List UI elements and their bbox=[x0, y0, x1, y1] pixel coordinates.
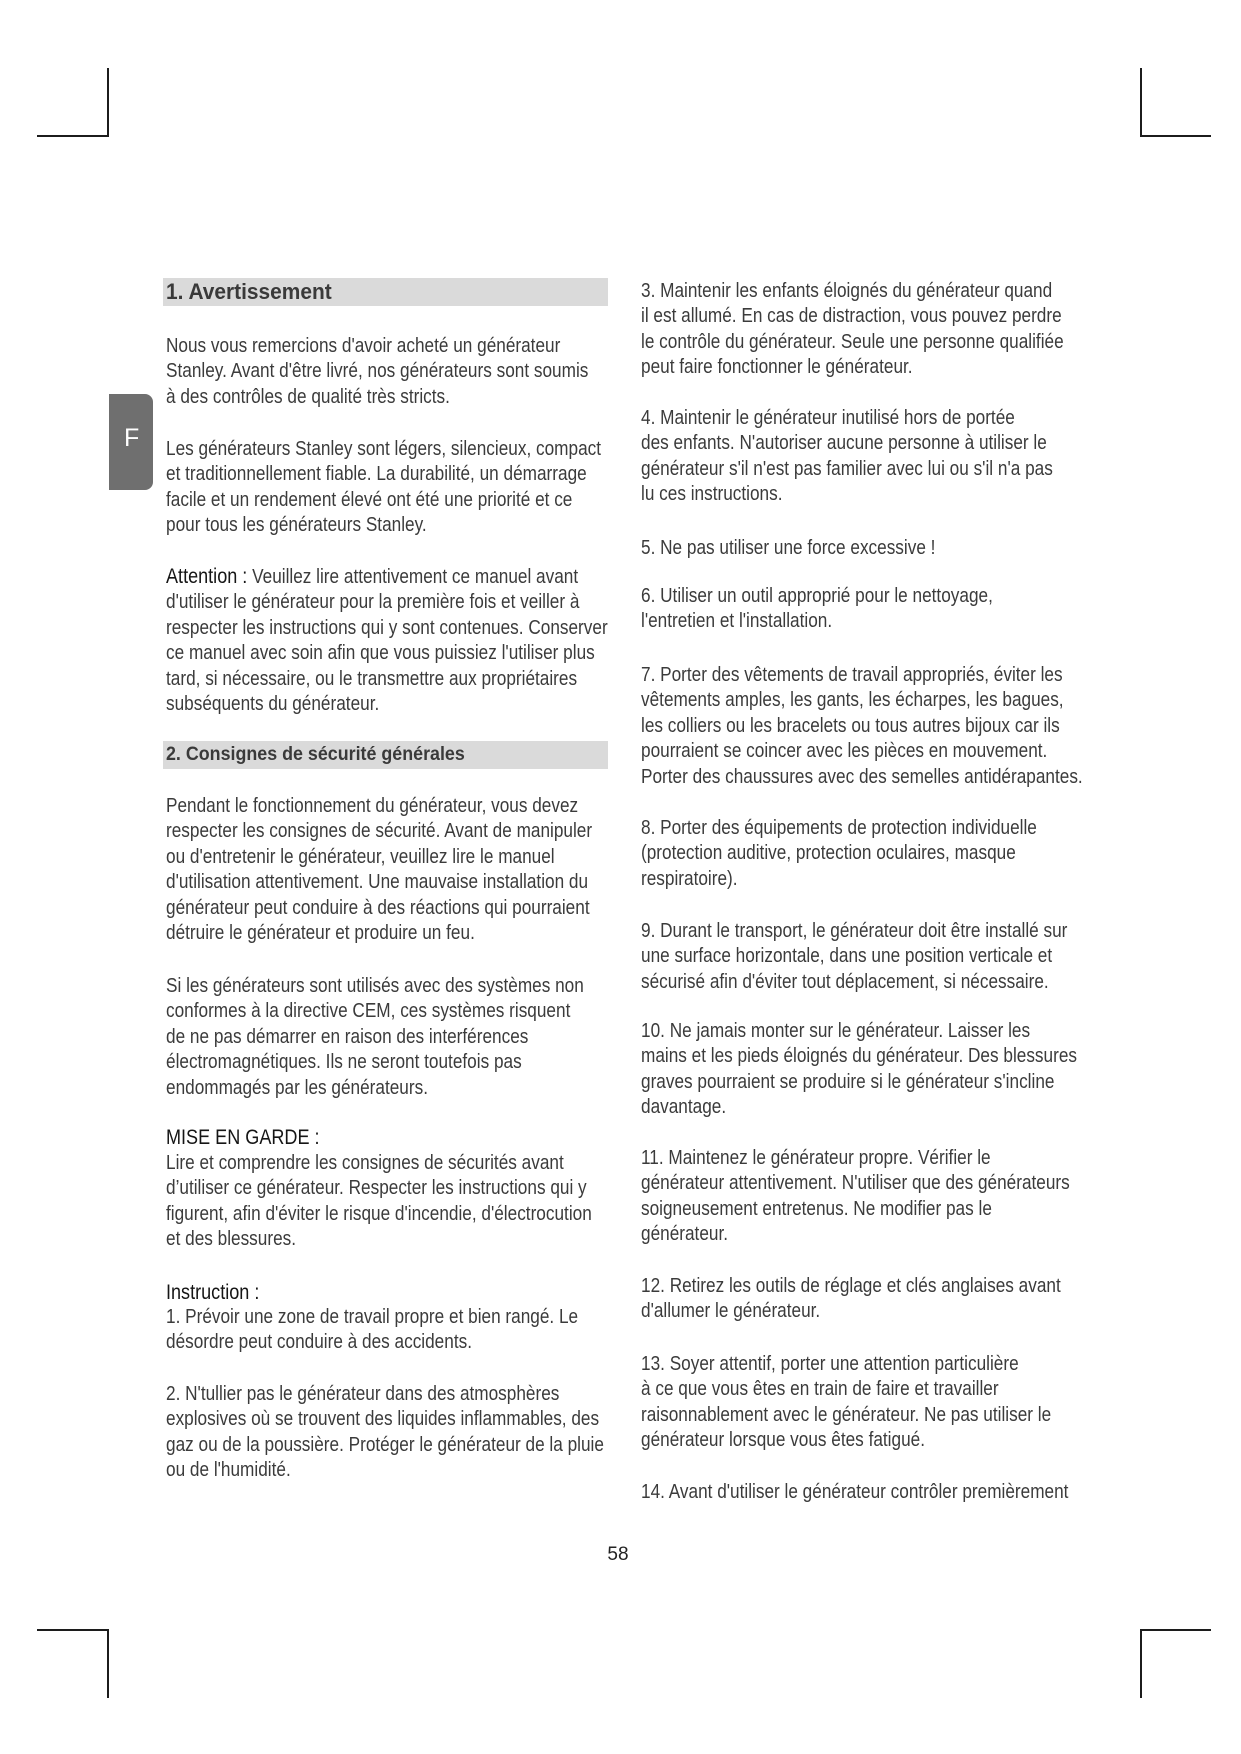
paragraph-features: Les générateurs Stanley sont légers, silencieux, compact et traditionnellement fiable. La durabilité, un démarrage facile et un rendement élevé ont été une priorité et ce pour tous les générateurs Stanley. bbox=[166, 438, 602, 537]
side-tab-letter: F bbox=[124, 424, 140, 452]
instruction-item: 5. Ne pas utiliser une force excessive ! bbox=[641, 537, 936, 559]
right-column bbox=[641, 0, 1086, 1754]
instruction-item: 7. Porter des vêtements de travail appropriés, éviter les vêtements amples, les gants, les écharpes, les bagues, les colliers ou les bracelets ou tous autres bijoux car ils pourraient se coincer avec les pièces en mouvement. Porter des chaussures avec des semelles antidérapantes. bbox=[641, 664, 1083, 788]
instruction-item: 11. Maintenez le générateur propre. Vérifier le générateur attentivement. N'utiliser que des générateurs soigneusement entretenus. Ne modifier pas le générateur. bbox=[641, 1147, 1070, 1246]
page-number: 58 bbox=[607, 1544, 629, 1565]
instruction-item: 1. Prévoir une zone de travail propre et bien rangé. Le désordre peut conduire à des accidents. bbox=[166, 1306, 579, 1354]
crop-mark-bottom-left-horizontal bbox=[37, 1629, 109, 1631]
instruction-item: 14. Avant d'utiliser le générateur contrôler premièrement bbox=[641, 1481, 1069, 1503]
instruction-label: Instruction : bbox=[166, 1281, 260, 1304]
instruction-item: 2. N'tullier pas le générateur dans des atmosphères explosives où se trouvent des liquides inflammables, des gaz ou de la poussière. Protéger le générateur de la pluie ou de l'humidité. bbox=[166, 1383, 604, 1482]
section-1-heading-bar bbox=[163, 278, 608, 306]
section-2-heading-bar bbox=[163, 741, 608, 769]
warning-label: MISE EN GARDE : bbox=[166, 1126, 320, 1149]
instruction-item: 6. Utiliser un outil approprié pour le nettoyage, l'entretien et l'installation. bbox=[641, 585, 993, 633]
crop-mark-top-left-horizontal bbox=[37, 135, 109, 137]
crop-mark-bottom-left-vertical bbox=[107, 1629, 109, 1698]
instruction-item: 3. Maintenir les enfants éloignés du générateur quand il est allumé. En cas de distraction, vous pouvez perdre le contrôle du générateur. Seule une personne qualifiée peut faire fonctionner le générateur. bbox=[641, 280, 1064, 379]
language-side-tab bbox=[109, 394, 153, 490]
crop-mark-bottom-right-horizontal bbox=[1140, 1629, 1211, 1631]
attention-label: Attention : bbox=[166, 565, 248, 588]
section-2-heading: 2. Consignes de sécurité générales bbox=[166, 744, 465, 765]
attention-text: Veuillez lire attentivement ce manuel avant d'utiliser le générateur pour la première fois et veiller à respecter les instructions qui y sont contenues. Conserver ce manuel avec soin afin que vous puissiez l'utiliser plus tard, si nécessaire, ou le transmettre aux propriétaires subséquents du générateur. bbox=[166, 566, 608, 716]
paragraph-attention bbox=[166, 564, 622, 717]
left-column bbox=[166, 0, 611, 1754]
crop-mark-top-left-vertical bbox=[107, 68, 109, 137]
instruction-item: 4. Maintenir le générateur inutilisé hors de portée des enfants. N'autoriser aucune personne à utiliser le générateur s'il n'est pas familier avec lui ou s'il n'a pas lu ces instructions. bbox=[641, 407, 1053, 506]
crop-mark-top-right-horizontal bbox=[1140, 135, 1211, 137]
warning-text: Lire et comprendre les consignes de sécurités avant d’utiliser ce générateur. Respecter les instructions qui y figurent, afin d'éviter le risque d'incendie, d'électrocution et des blessures. bbox=[166, 1152, 592, 1251]
crop-mark-bottom-right-vertical bbox=[1140, 1629, 1142, 1698]
instruction-item: 8. Porter des équipements de protection individuelle (protection auditive, protection oculaires, masque respiratoire). bbox=[641, 817, 1037, 890]
paragraph-thanks: Nous vous remercions d'avoir acheté un générateur Stanley. Avant d'être livré, nos générateurs sont soumis à des contrôles de qualité très stricts. bbox=[166, 335, 589, 408]
paragraph-cem-directive: Si les générateurs sont utilisés avec des systèmes non conformes à la directive CEM, ces systèmes risquent de ne pas démarrer en raison des interférences électromagnétiques. Ils ne seront toutefois pas endommagés par les générateurs. bbox=[166, 975, 584, 1099]
instruction-item: 12. Retirez les outils de réglage et clés anglaises avant d'allumer le générateur. bbox=[641, 1275, 1061, 1323]
crop-mark-top-right-vertical bbox=[1140, 68, 1142, 137]
section-1-heading: 1. Avertissement bbox=[166, 279, 332, 304]
instruction-item: 9. Durant le transport, le générateur doit être installé sur une surface horizontale, dans une position verticale et sécurisé afin d'éviter tout déplacement, si nécessaire. bbox=[641, 920, 1068, 993]
instruction-item: 13. Soyer attentif, porter une attention particulière à ce que vous êtes en train de faire et travailler raisonnablement avec le générateur. Ne pas utiliser le générateur lorsque vous êtes fatigué. bbox=[641, 1353, 1052, 1452]
paragraph-operation-safety: Pendant le fonctionnement du générateur, vous devez respecter les consignes de sécurité. Avant de manipuler ou d'entretenir le générateur, veuillez lire le manuel d'utilisation attentivement. Une mauvaise installation du générateur peut conduire à des réactions qui pourraient détruire le générateur et produire un feu. bbox=[166, 795, 593, 945]
instruction-item: 10. Ne jamais monter sur le générateur. Laisser les mains et les pieds éloignés du générateur. Des blessures graves pourraient se produire si le générateur s'incline davantage. bbox=[641, 1020, 1077, 1119]
